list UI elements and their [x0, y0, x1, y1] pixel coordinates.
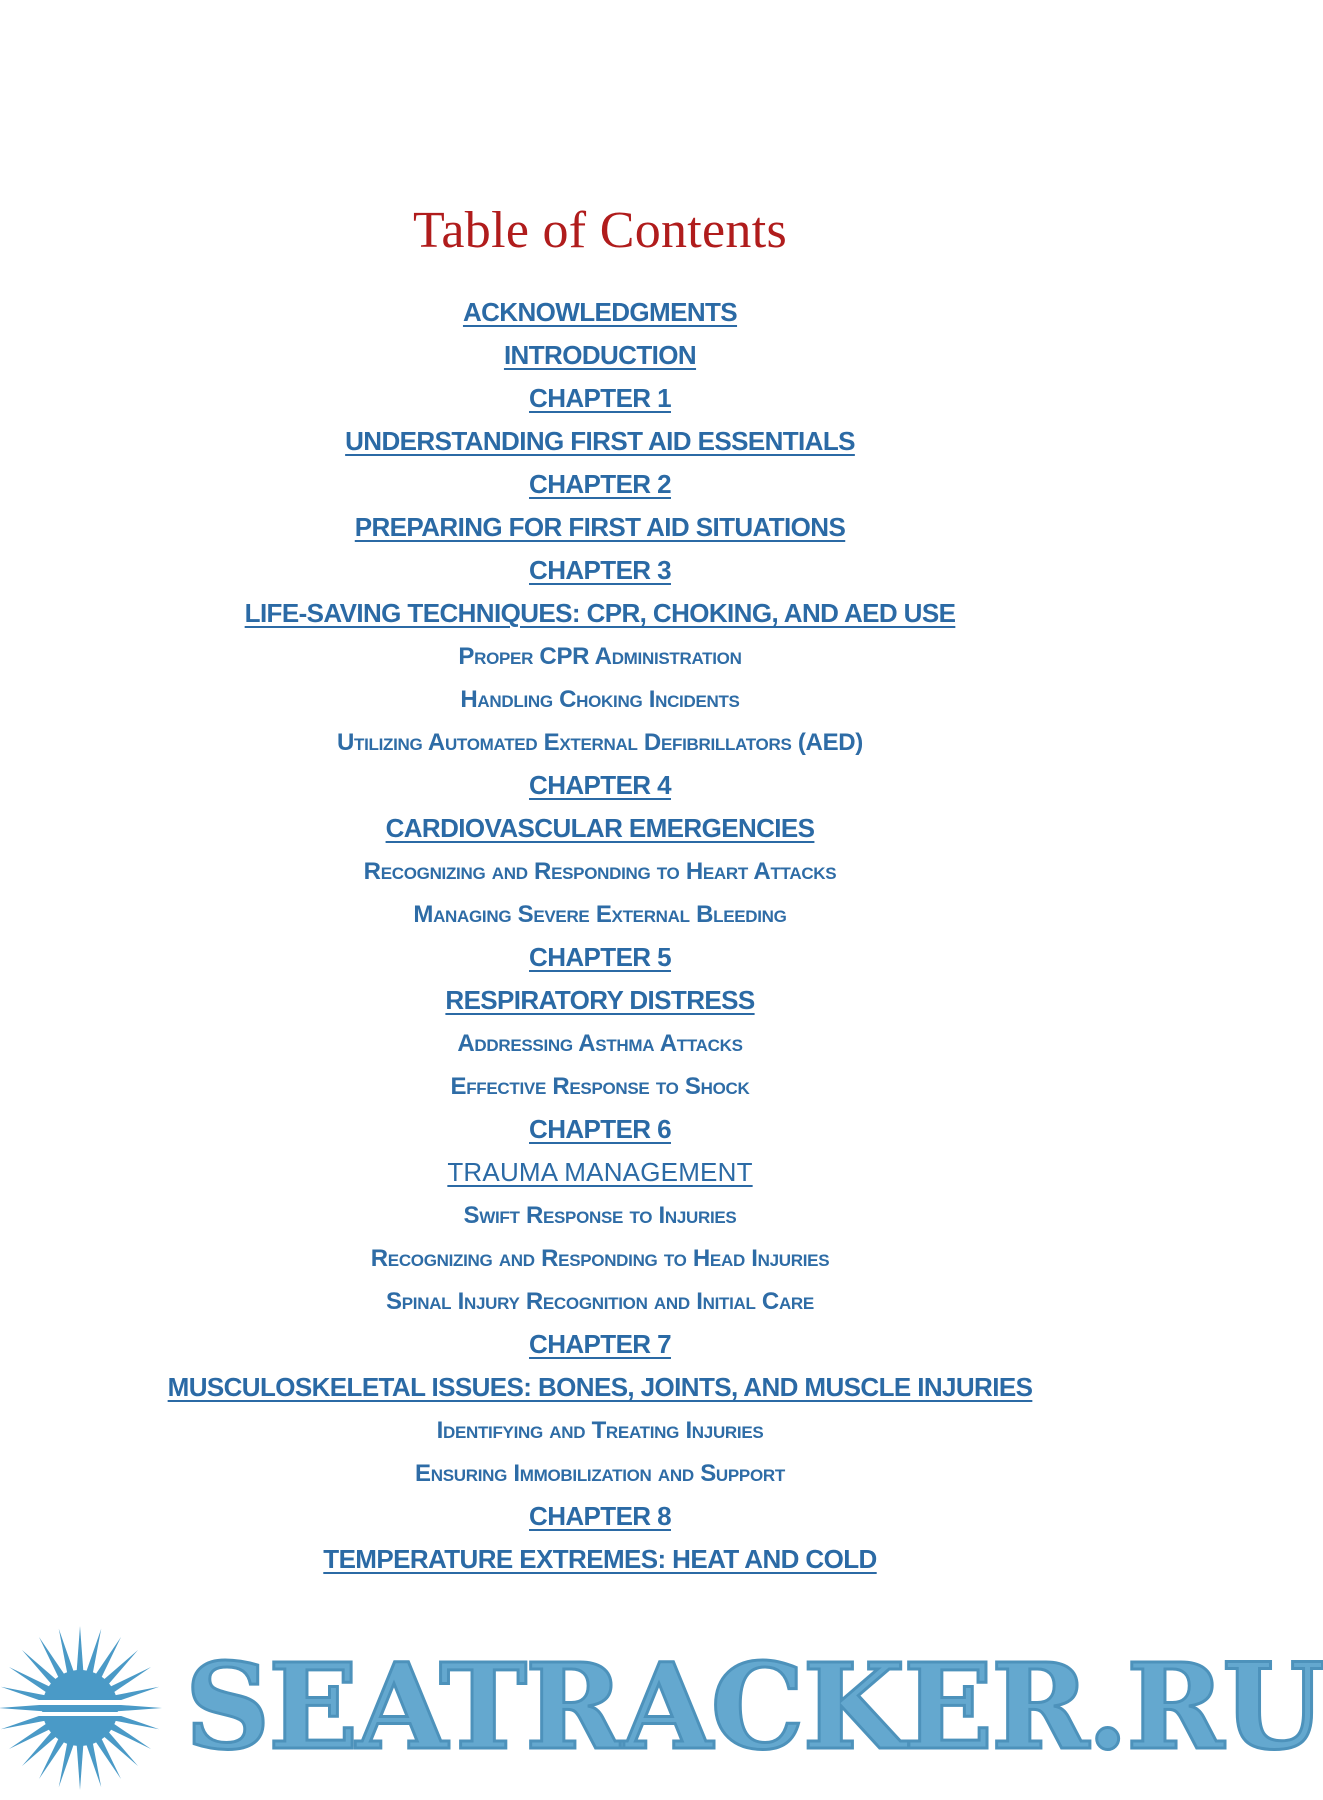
sun-ray	[0, 1704, 46, 1711]
toc-heading-link[interactable]: CHAPTER 5	[529, 942, 671, 972]
toc-heading-link[interactable]: CHAPTER 3	[529, 555, 671, 585]
toc-entry	[0, 463, 1200, 506]
toc-subsection-link[interactable]: Handling Choking Incidents	[460, 686, 740, 713]
toc-heading-link[interactable]: UNDERSTANDING FIRST AID ESSENTIALS	[345, 426, 855, 456]
toc-heading-link[interactable]: PREPARING FOR FIRST AID SITUATIONS	[354, 512, 846, 542]
sun-ray	[114, 1704, 162, 1711]
sun-ray	[85, 1740, 101, 1787]
toc-heading-link[interactable]: CHAPTER 7	[529, 1329, 671, 1359]
page-title: Table of Contents	[412, 202, 788, 259]
toc-entry	[0, 1237, 1200, 1280]
toc-heading-link[interactable]: TRAUMA MANAGEMENT	[447, 1157, 753, 1187]
toc-subsection-link[interactable]: Recognizing and Responding to Heart Attacks	[363, 858, 837, 885]
toc-entry	[0, 635, 1200, 678]
toc-subsection-link[interactable]: Proper CPR Administration	[458, 643, 742, 670]
toc-heading-link[interactable]: RESPIRATORY DISTRESS	[445, 985, 755, 1015]
toc-subsection-link[interactable]: Recognizing and Responding to Head Injuries	[370, 1245, 830, 1272]
sun-ray	[59, 1629, 75, 1676]
toc-subsection-link[interactable]: Spinal Injury Recognition and Initial Care	[386, 1288, 814, 1315]
toc-entry	[0, 936, 1200, 979]
toc-heading-link[interactable]: CHAPTER 2	[529, 469, 671, 499]
toc-entry	[0, 721, 1200, 764]
toc-subsection-link[interactable]: Addressing Asthma Attacks	[457, 1030, 743, 1057]
toc-heading-link[interactable]: CHAPTER 6	[529, 1114, 671, 1144]
toc-entry	[0, 549, 1200, 592]
sun-ray	[76, 1626, 83, 1674]
toc-entry	[0, 1323, 1200, 1366]
toc-entry	[0, 1366, 1200, 1409]
toc-subsection-link[interactable]: Swift Response to Injuries	[463, 1202, 737, 1229]
toc-entry	[0, 1194, 1200, 1237]
sun-ray	[22, 1729, 59, 1766]
toc-heading-link[interactable]: CHAPTER 8	[529, 1501, 671, 1531]
toc-entry	[0, 1022, 1200, 1065]
toc-subsection-link[interactable]: Managing Severe External Bleeding	[413, 901, 787, 928]
toc-heading-link[interactable]: CHAPTER 4	[529, 770, 671, 800]
watermark	[0, 1620, 1323, 1800]
toc-entry	[0, 764, 1200, 807]
toc-subsection-link[interactable]: Ensuring Immobilization and Support	[415, 1460, 785, 1487]
toc-entry	[0, 979, 1200, 1022]
sun-ray	[101, 1729, 138, 1766]
toc-entry	[0, 1409, 1200, 1452]
sun-icon	[0, 1620, 175, 1800]
sun-ray	[76, 1742, 83, 1790]
sun-ray	[101, 1650, 138, 1687]
toc-entry	[0, 592, 1200, 635]
toc-entry	[0, 893, 1200, 936]
toc-heading-link[interactable]: CHAPTER 1	[529, 383, 671, 413]
toc-heading-link[interactable]: ACKNOWLEDGMENTS	[462, 297, 738, 327]
watermark-text: SEATRACKER.RU	[185, 1637, 1323, 1776]
toc-entry	[0, 1538, 1200, 1581]
toc-heading-link[interactable]: LIFE-SAVING TECHNIQUES: CPR, CHOKING, AND AED USE	[244, 598, 956, 628]
toc-entry	[0, 1065, 1200, 1108]
toc-subsection-link[interactable]: Identifying and Treating Injuries	[436, 1417, 764, 1444]
sun-ray	[59, 1740, 75, 1787]
toc-entry	[0, 377, 1200, 420]
toc-entry	[0, 506, 1200, 549]
toc-entry	[0, 1151, 1200, 1194]
toc-entry	[0, 850, 1200, 893]
toc-entry	[0, 1280, 1200, 1323]
toc-entry	[0, 1108, 1200, 1151]
sun-ray	[85, 1629, 101, 1676]
toc-entry	[0, 1452, 1200, 1495]
toc-subsection-link[interactable]: Utilizing Automated External Defibrillators (AED)	[336, 729, 864, 756]
toc-heading-link[interactable]: INTRODUCTION	[503, 340, 697, 370]
toc-entry	[0, 291, 1200, 334]
toc-entry	[0, 334, 1200, 377]
table-of-contents	[0, 291, 1200, 1581]
toc-entry	[0, 1495, 1200, 1538]
toc-entry	[0, 678, 1200, 721]
sun-ray	[22, 1650, 59, 1687]
toc-heading-link[interactable]: MUSCULOSKELETAL ISSUES: BONES, JOINTS, AND MUSCLE INJURIES	[167, 1372, 1033, 1402]
toc-entry	[0, 420, 1200, 463]
toc-heading-link[interactable]: TEMPERATURE EXTREMES: HEAT AND COLD	[323, 1544, 877, 1574]
toc-heading-link[interactable]: CARDIOVASCULAR EMERGENCIES	[385, 813, 815, 843]
toc-subsection-link[interactable]: Effective Response to Shock	[450, 1073, 750, 1100]
toc-entry	[0, 807, 1200, 850]
